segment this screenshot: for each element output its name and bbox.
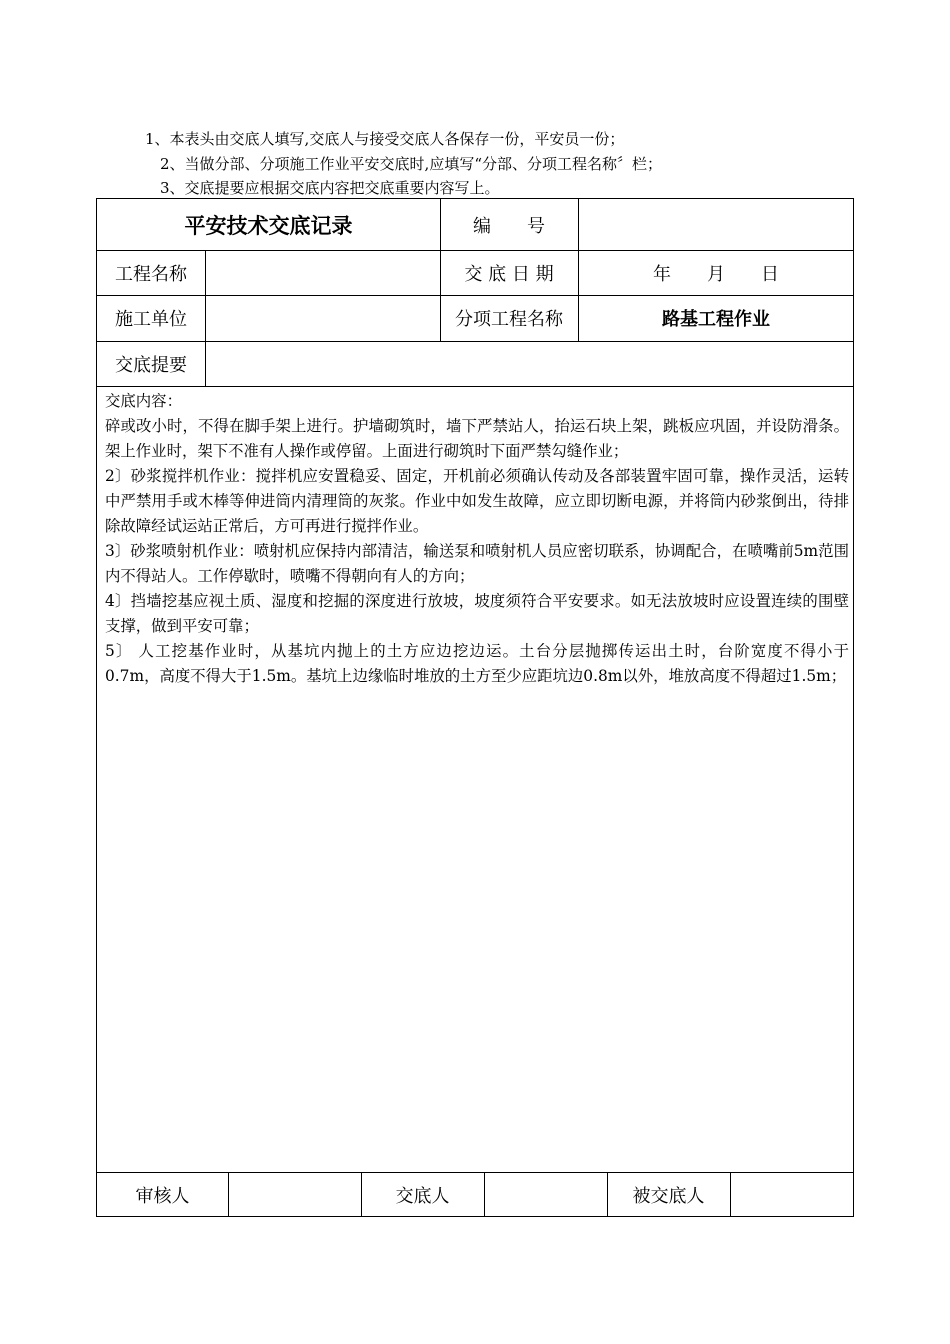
recipient-field[interactable] [730, 1172, 854, 1217]
discloser-field[interactable] [484, 1172, 607, 1217]
summary-label: 交底提要 [115, 354, 187, 376]
note-1: 1、本表头由交底人填写,交底人与接受交底人各保存一份，平安员一份； [145, 130, 625, 148]
discloser-label: 交底人 [395, 1185, 450, 1207]
content-paragraph: 5〕 人工挖基作业时，从基坑内抛上的土方应边挖边运。土台分层抛掷传运出土时，台阶宽度不得小于0.7m，高度不得大于1.5m。基坑上边缘临时堆放的土方至少应距坑边0.8m以外，堆放高度不得超过1.5m； [105, 642, 849, 685]
unit-label: 施工单位 [115, 309, 187, 330]
recipient-label: 被交底人 [632, 1185, 705, 1207]
date-label: 交 底 日 期 [464, 263, 554, 285]
row-divider [97, 386, 853, 387]
content-paragraph: 3〕砂浆喷射机作业：喷射机应保持内部清洁，输送泵和喷射机人员应密切联系，协调配合，在喷嘴前5m范围内不得站人。工作停歇时，喷嘴不得朝向有人的方向； [105, 542, 849, 585]
project-name-label: 工程名称 [115, 263, 187, 285]
content-label: 交底内容： [105, 392, 182, 410]
reviewer-label: 审核人 [135, 1185, 190, 1207]
project-name-field[interactable] [205, 250, 440, 295]
note-3: 3、交底提要应根据交底内容把交底重要内容写上。 [160, 179, 500, 197]
subproject-value[interactable]: 路基工程作业 [662, 309, 770, 330]
content-paragraph: 2〕砂浆搅拌机作业：搅拌机应安置稳妥、固定，开机前必须确认传动及各部装置牢固可靠，操作灵活，运转中严禁用手或木棒等伸进筒内清理筒的灰浆。作业中如发生故障，应立即切断电源，并将筒内砂浆倒出，待排除故障经试运站正常后，方可再进行搅拌作业。 [105, 467, 849, 535]
note-2: 2、当做分部、分项施工作业平安交底时,应填写“分部、分项工程名称〞栏； [160, 155, 662, 173]
content-paragraph: 4〕挡墙挖基应视土质、湿度和挖掘的深度进行放坡，坡度须符合平安要求。如无法放坡时应设置连续的围壁支撑，做到平安可靠； [105, 592, 849, 635]
content-paragraph: 碎或改小时，不得在脚手架上进行。护墙砌筑时，墙下严禁站人，抬运石块上架，跳板应巩固，并设防滑条。架上作业时，架下不准有人操作或停留。上面进行砌筑时下面严禁勾缝作业； [105, 417, 849, 460]
number-field[interactable] [578, 199, 854, 250]
number-label: 编 号 [473, 215, 545, 237]
reviewer-field[interactable] [228, 1172, 361, 1217]
disclosure-form-table [96, 198, 854, 1217]
summary-field[interactable] [205, 341, 854, 386]
unit-field[interactable] [205, 295, 440, 341]
disclosure-content [105, 389, 849, 689]
form-title: 平安技术交底记录 [184, 212, 353, 238]
subproject-label: 分项工程名称 [455, 309, 563, 330]
date-field[interactable]: 年 月 日 [653, 263, 779, 285]
